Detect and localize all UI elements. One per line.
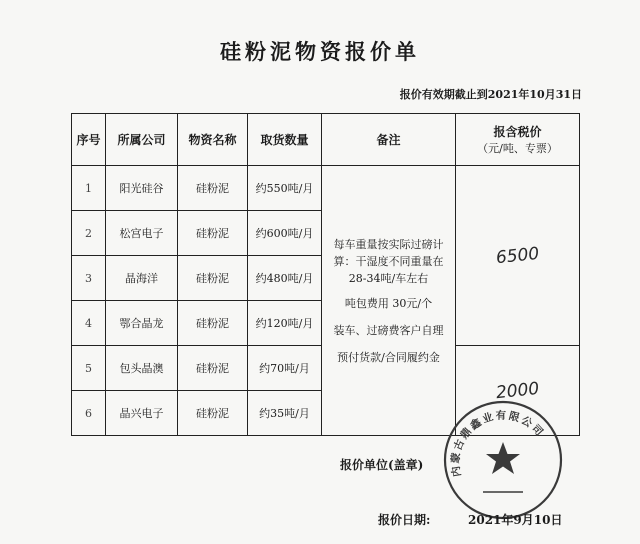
row-quantity: 约550吨/月 (248, 166, 322, 211)
row-company: 晶海洋 (106, 256, 178, 301)
header-seq: 序号 (72, 114, 106, 166)
header-note: 备注 (322, 114, 456, 166)
note-line-2: 算：干湿度不同重量在 (333, 254, 444, 268)
row-company: 鄂合晶龙 (106, 301, 178, 346)
quote-date: 2021年9月10日 (468, 513, 563, 527)
row-quantity: 约600吨/月 (248, 211, 322, 256)
validity-note: 报价有效期截止到2021年10月31日 (399, 88, 582, 101)
row-seq: 2 (72, 211, 106, 256)
row-material: 硅粉泥 (178, 346, 248, 391)
header-quantity: 取货数量 (248, 114, 322, 166)
note-cell (322, 166, 456, 436)
row-quantity: 约120吨/月 (248, 301, 322, 346)
price-upper: 6500 (494, 243, 541, 268)
row-company: 松宫电子 (106, 211, 178, 256)
quoting-unit-label: 报价单位(盖章) (340, 458, 424, 472)
row-seq: 6 (72, 391, 106, 436)
row-material: 硅粉泥 (178, 166, 248, 211)
header-material: 物资名称 (178, 114, 248, 166)
price-lower: 2000 (494, 378, 541, 403)
seal-star-icon (486, 442, 520, 474)
price-table (71, 113, 580, 436)
header-price (456, 114, 580, 166)
row-seq: 1 (72, 166, 106, 211)
row-seq: 5 (72, 346, 106, 391)
note-line-6: 预付货款/合同履约金 (337, 350, 440, 364)
quote-date-label: 报价日期: (378, 513, 431, 527)
row-material: 硅粉泥 (178, 256, 248, 301)
note-line-4: 吨包费用 30元/个 (344, 296, 433, 310)
row-quantity: 约70吨/月 (248, 346, 322, 391)
seal-text: 内蒙古鼎鑫业有限公司 (449, 409, 547, 478)
header-company: 所属公司 (106, 114, 178, 166)
row-quantity: 约480吨/月 (248, 256, 322, 301)
row-seq: 4 (72, 301, 106, 346)
row-quantity: 约35吨/月 (248, 391, 322, 436)
header-price-line1: 报含税价 (493, 125, 542, 139)
note-line-3: 28-34吨/车左右 (348, 271, 429, 285)
row-seq: 3 (72, 256, 106, 301)
row-company: 包头晶澳 (106, 346, 178, 391)
row-company: 晶兴电子 (106, 391, 178, 436)
document-title: 硅粉泥物资报价单 (220, 39, 420, 64)
table-header-row (72, 114, 580, 166)
row-company: 阳光硅谷 (106, 166, 178, 211)
row-material: 硅粉泥 (178, 301, 248, 346)
note-line-5: 装车、过磅费客户自理 (333, 323, 444, 337)
table-row (72, 166, 580, 211)
row-material: 硅粉泥 (178, 211, 248, 256)
row-material: 硅粉泥 (178, 391, 248, 436)
note-line-1: 每车重量按实际过磅计 (333, 237, 444, 251)
header-price-line2: （元/吨、专票） (477, 142, 558, 155)
price-upper-cell (456, 166, 580, 346)
company-seal (441, 398, 565, 522)
